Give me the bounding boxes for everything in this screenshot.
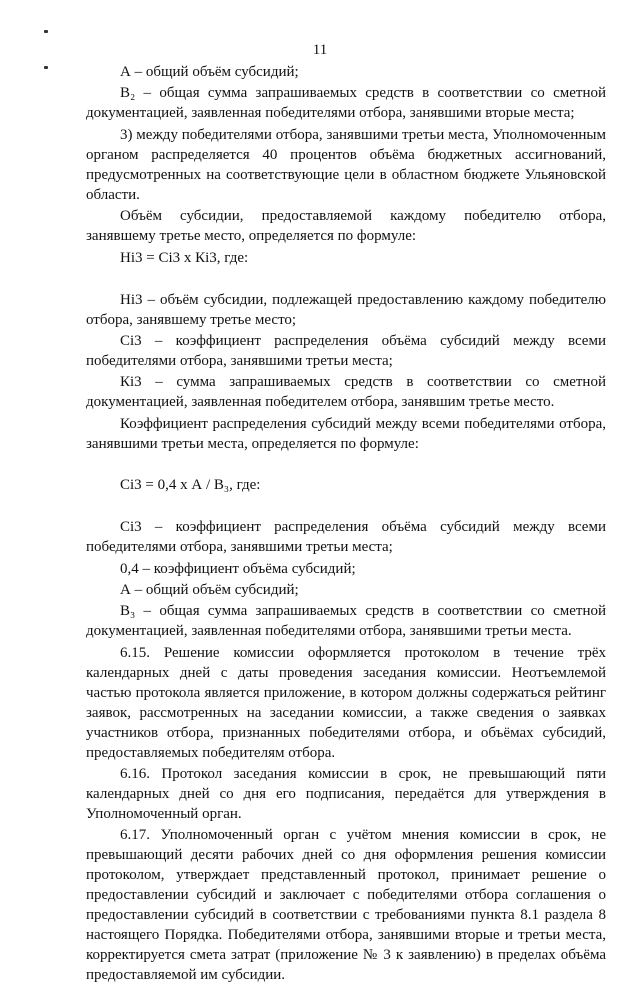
paragraph: В₃ – общая сумма запрашиваемых средств в соответствии со сметной документацией, заявленная победителями отбора, занявшими третьи места.: [86, 603, 606, 640]
paragraph: Объём субсидии, предоставляемой каждому победителю отбора, занявшему третье место, определяется по формуле:: [86, 208, 606, 245]
paragraph: Сi3 – коэффициент распределения объёма субсидий между всеми победителями отбора, занявшими третьи места;: [86, 332, 606, 369]
paragraph: Сi3 – коэффициент распределения объёма субсидий между всеми победителями отбора, занявшими третьи места;: [86, 519, 606, 556]
page-number: 11: [312, 42, 328, 58]
paragraph: Нi3 – объём субсидии, подлежащей предоставлению каждому победителю отбора, занявшему третье место;: [86, 291, 606, 328]
document-body: [86, 62, 606, 987]
formula: Сi3 = 0,4 х А / В₃, где:: [120, 477, 261, 494]
paragraph: 3) между победителями отбора, занявшими третьи места, Уполномоченным органом распределяется 40 процентов объёма бюджетных ассигнований, предусмотренных на соответствующие цели в областном бюджете Ульяновской области.: [86, 126, 606, 203]
scan-mark: [44, 66, 48, 69]
formula: Нi3 = Сi3 х Кi3, где:: [120, 249, 249, 266]
paragraph: 6.17. Уполномоченный орган с учётом мнения комиссии в срок, не превышающий десяти рабочих дней со дня оформления решения комиссии протоколом, утверждает представленный протокол, принимает решение о предоставлении субсидий и заключает с победителями отбора соглашения о предоставлении субсидий в соответствии с требованиями пункта 8.1 раздела 8 настоящего Порядка. Победителями отбора, занявшими вторые и третьи места, корректируется смета затрат (приложение № 3 к заявлению) в пределах объёма предоставляемой им субсидии.: [86, 827, 606, 984]
paragraph: Коэффициент распределения субсидий между всеми победителями отбора, занявшими третьи места, определяется по формуле:: [86, 415, 606, 452]
blank-line: [86, 497, 606, 517]
scan-mark: [44, 30, 48, 33]
paragraph: 6.15. Решение комиссии оформляется протоколом в течение трёх календарных дней с даты проведения заседания комиссии. Неотъемлемой частью протокола является приложение, в котором должны содержаться рейтинг заявок, рассмотренных на заседании комиссии, а также сведения о заявках участников отбора, признанных победителями отбора, и объёмах субсидий, предоставляемых победителям отбора.: [86, 644, 606, 761]
blank-line: [86, 270, 606, 290]
blank-line: [86, 455, 606, 475]
paragraph: А – общий объём субсидий;: [120, 64, 299, 80]
paragraph: А – общий объём субсидий;: [120, 581, 299, 598]
paragraph: В₂ – общая сумма запрашиваемых средств в соответствии со сметной документацией, заявленная победителями отбора, занявшими вторые места;: [86, 85, 606, 122]
paragraph: Кi3 – сумма запрашиваемых средств в соответствии со сметной документацией, заявленная победителем отбора, занявшим третье место.: [86, 374, 606, 411]
paragraph: 6.16. Протокол заседания комиссии в срок, не превышающий пяти календарных дней со дня его подписания, передаётся для утверждения в Уполномоченный орган.: [86, 766, 606, 823]
paragraph: 0,4 – коэффициент объёма субсидий;: [120, 560, 356, 577]
